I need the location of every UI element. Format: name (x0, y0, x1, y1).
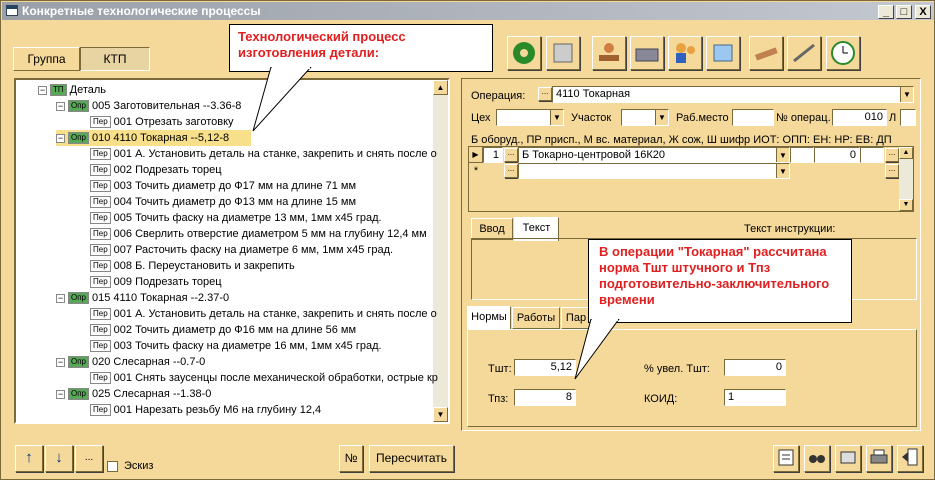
cutter-icon[interactable] (787, 36, 821, 70)
tag-per: Пер (90, 228, 111, 240)
tag-op: Опр (68, 388, 89, 400)
tpz-label: Тпз: (488, 393, 509, 405)
scroll-up-arrow-icon[interactable]: ▲ (899, 147, 913, 159)
tree-step-item[interactable] (90, 306, 437, 322)
recalculate-button[interactable]: Пересчитать (369, 445, 454, 472)
printer-icon[interactable] (866, 445, 892, 472)
gear-icon[interactable] (507, 36, 541, 70)
row-selector-icon[interactable]: ▶ (469, 147, 483, 163)
ceh-label: Цех (471, 112, 491, 124)
tree-item-label: 020 Слесарная --0.7-0 (92, 356, 206, 368)
tag-per: Пер (90, 308, 111, 320)
tag-per: Пер (90, 196, 111, 208)
tag-per: Пер (90, 276, 111, 288)
clock-icon[interactable] (826, 36, 860, 70)
tab-group[interactable]: Группа (13, 47, 80, 71)
material-icon[interactable] (546, 36, 580, 70)
tree-item-label: 001 Нарезать резьбу М6 на глубину 12,4 (113, 404, 322, 416)
tree-item-label: 025 Слесарная --1.38-0 (92, 388, 212, 400)
uchastok-select[interactable] (621, 109, 669, 126)
tab-vvod[interactable]: Ввод (471, 218, 513, 240)
tree-step-item[interactable] (90, 242, 393, 258)
tree-item-label: Деталь (69, 84, 107, 96)
tree-item-label: 001 Отрезать заготовку (113, 116, 234, 128)
callout-op: В операции "Токарная" рассчитана норма Тшт штучного и Тпз подготовительно-заключительного времени (588, 239, 852, 323)
callout-tp: Технологический процесс изготовления детали: (229, 24, 493, 72)
uvel-field[interactable]: 0 (724, 359, 786, 376)
scroll-down-arrow-icon[interactable]: ▼ (433, 407, 448, 422)
tree-item-label: 010 4110 Токарная --5,12-8 (92, 132, 230, 144)
tree-item-label: 004 Точить диаметр до Ф13 мм на длине 15 мм (113, 196, 357, 208)
tag-per: Пер (90, 260, 111, 272)
maximize-button[interactable]: □ (896, 5, 912, 19)
chevron-down-icon[interactable]: ▼ (550, 110, 563, 125)
tab-text[interactable]: Текст (514, 217, 559, 241)
collapse-icon[interactable]: − (57, 356, 64, 367)
tree-item-label: 008 Б. Переустановить и закрепить (113, 260, 295, 272)
tree-step-item[interactable] (90, 162, 222, 178)
tree-step-item[interactable] (90, 114, 234, 130)
chevron-down-icon[interactable]: ▼ (776, 164, 789, 178)
close-button[interactable]: X (915, 5, 931, 19)
op-number-field[interactable]: 010 (832, 109, 887, 126)
collapse-icon[interactable]: − (57, 132, 64, 143)
tree-item-label: 001 А. Установить деталь на станке, закрепить и снять после о (113, 308, 437, 320)
edit-icon[interactable] (773, 445, 799, 472)
operation-select[interactable]: 4110 Токарная ▼ (552, 86, 914, 103)
grid-nr-cell[interactable]: 0 (814, 147, 860, 163)
tree-step-item[interactable] (90, 274, 222, 290)
tool-icon[interactable] (749, 36, 783, 70)
tree-item-label: 001 А. Установить деталь на станке, закрепить и снять после о (113, 148, 437, 160)
callout-op-pointer (571, 319, 631, 383)
callout-tp-pointer (241, 67, 331, 137)
tsht-field[interactable]: 5,12 (514, 359, 576, 376)
tree-item-label: 002 Точить диаметр до Ф16 мм на длине 56 мм (113, 324, 357, 336)
chevron-down-icon[interactable]: ▼ (900, 87, 913, 102)
new-row-marker: * (473, 165, 479, 177)
instruction-label: Текст инструкции: (744, 223, 836, 235)
tree-step-item[interactable] (90, 226, 427, 242)
print-preview-icon[interactable] (835, 445, 861, 472)
tree-step-item[interactable] (90, 338, 382, 354)
equipment-grid[interactable] (468, 146, 914, 212)
tree-item-label: 015 4110 Токарная --2.37-0 (92, 292, 230, 304)
window-icon (6, 5, 18, 16)
tree-step-item[interactable] (90, 178, 356, 194)
chevron-down-icon[interactable]: ▼ (655, 110, 668, 125)
grid-ellipsis-button[interactable]: ... (504, 148, 518, 162)
new-row-equipment-cell[interactable] (518, 163, 790, 179)
chevron-down-icon[interactable]: ▼ (776, 148, 789, 162)
tree-step-item[interactable] (90, 146, 437, 162)
grid-opp-cell[interactable] (790, 147, 814, 163)
tag-op: Опр (68, 132, 89, 144)
tag-op: Опр (68, 292, 89, 304)
tree-item-label: 007 Расточить фаску на диаметре 6 мм, 1мм х45 град. (113, 244, 394, 256)
tag-tp: ТП (50, 84, 67, 96)
ceh-select[interactable] (496, 109, 564, 126)
tree-step-item[interactable] (90, 322, 356, 338)
l-label: Л (889, 112, 897, 124)
scroll-up-arrow-icon[interactable]: ▲ (433, 80, 448, 95)
machine-icon[interactable] (630, 36, 664, 70)
operation-ellipsis-button[interactable]: ... (538, 87, 552, 101)
move-up-button[interactable]: ↑ (15, 445, 43, 472)
grid-equipment-cell[interactable]: Б Токарно-центровой 16К20 ▼ (518, 147, 790, 163)
rabmesto-label: Раб.место (676, 112, 729, 124)
collapse-icon[interactable]: − (57, 292, 64, 303)
tree-item-label: 003 Точить фаску на диаметре 16 мм, 1мм х45 град. (113, 340, 382, 352)
more-button[interactable]: ... (75, 445, 103, 472)
tag-per: Пер (90, 372, 111, 384)
tpz-field[interactable]: 8 (514, 389, 576, 406)
tree-root-item[interactable] (38, 82, 106, 98)
tree-operation-item[interactable] (56, 354, 205, 370)
new-row-dp-button[interactable]: ... (885, 164, 899, 178)
tag-per: Пер (90, 116, 111, 128)
operation-label: Операция: (471, 90, 526, 102)
tree-step-item[interactable] (90, 258, 295, 274)
tag-per: Пер (90, 164, 111, 176)
tag-per: Пер (90, 404, 111, 416)
eskiz-label: Эскиз (124, 460, 154, 472)
move-down-button[interactable]: ↓ (45, 445, 73, 472)
tag-per: Пер (90, 212, 111, 224)
title-bar (2, 2, 934, 20)
koid-field[interactable]: 1 (724, 389, 786, 406)
exit-icon[interactable] (897, 445, 923, 472)
l-field[interactable] (900, 109, 916, 126)
binoculars-icon[interactable] (804, 445, 830, 472)
tree-item-label: 009 Подрезать торец (113, 276, 222, 288)
collapse-icon[interactable]: − (57, 388, 64, 399)
tab-norms[interactable]: Нормы (467, 306, 511, 330)
tree-item-label: 003 Точить диаметр до Ф17 мм на длине 71 мм (113, 180, 357, 192)
tag-op: Опр (68, 100, 89, 112)
tree-step-item[interactable] (90, 210, 382, 226)
op-number-label: № операц. (776, 112, 831, 124)
tag-per: Пер (90, 148, 111, 160)
process-tree[interactable] (14, 78, 450, 424)
uvel-label: % увел. Тшт: (644, 363, 710, 375)
collapse-icon[interactable]: − (39, 84, 46, 95)
tree-operation-item[interactable] (56, 98, 241, 114)
rabmesto-field[interactable] (732, 109, 774, 126)
tag-op: Опр (68, 356, 89, 368)
tag-per: Пер (90, 324, 111, 336)
tab-ktp[interactable]: КТП (80, 47, 150, 71)
grid-scrollbar[interactable] (899, 147, 913, 211)
tag-per: Пер (90, 244, 111, 256)
tag-per: Пер (90, 180, 111, 192)
tree-item-label: 002 Подрезать торец (113, 164, 222, 176)
tree-operation-item[interactable] (56, 290, 229, 306)
grid-dp-button[interactable]: ... (885, 148, 899, 162)
columns-header: Б оборуд., ПР присп., М вс. материал, Ж сож, Ш шифр ИОТ: ОПП: ЕН: НР: ЕВ: ДП (471, 134, 892, 146)
norms-panel (467, 329, 917, 427)
tab-works[interactable]: Работы (512, 307, 560, 329)
tab-params[interactable]: Пар (561, 307, 591, 329)
tree-item-label: 001 Снять заусенцы после механической обработки, острые кр (113, 372, 438, 384)
tree-item-label: 005 Заготовительная --3.36-8 (92, 100, 242, 112)
grid-ev-cell[interactable] (860, 147, 884, 163)
eskiz-checkbox[interactable] (107, 461, 118, 472)
tree-item-label: 005 Точить фаску на диаметре 13 мм, 1мм х45 град. (113, 212, 382, 224)
tree-step-item[interactable] (90, 370, 438, 386)
grid-row-num[interactable]: 1 (483, 147, 503, 163)
tree-item-label: 006 Сверлить отверстие диаметром 5 мм на глубину 12,4 мм (113, 228, 427, 240)
minimize-button[interactable]: _ (878, 5, 894, 19)
new-row-ellipsis-button[interactable]: ... (504, 164, 518, 178)
tree-operation-item[interactable] (56, 130, 251, 146)
tree-operation-item[interactable] (56, 386, 211, 402)
workplace-icon[interactable] (592, 36, 626, 70)
tree-step-item[interactable] (90, 402, 321, 418)
documents-icon[interactable] (706, 36, 740, 70)
workers-icon[interactable] (668, 36, 702, 70)
collapse-icon[interactable]: − (57, 100, 64, 111)
uchastok-label: Участок (571, 112, 612, 124)
tree-step-item[interactable] (90, 194, 356, 210)
window-title: Конкретные технологические процессы (22, 4, 261, 18)
scroll-down-arrow-icon[interactable]: ▼ (899, 199, 913, 211)
tsht-label: Тшт: (488, 363, 512, 375)
tag-per: Пер (90, 340, 111, 352)
koid-label: КОИД: (644, 393, 678, 405)
number-button[interactable]: № (339, 445, 363, 472)
